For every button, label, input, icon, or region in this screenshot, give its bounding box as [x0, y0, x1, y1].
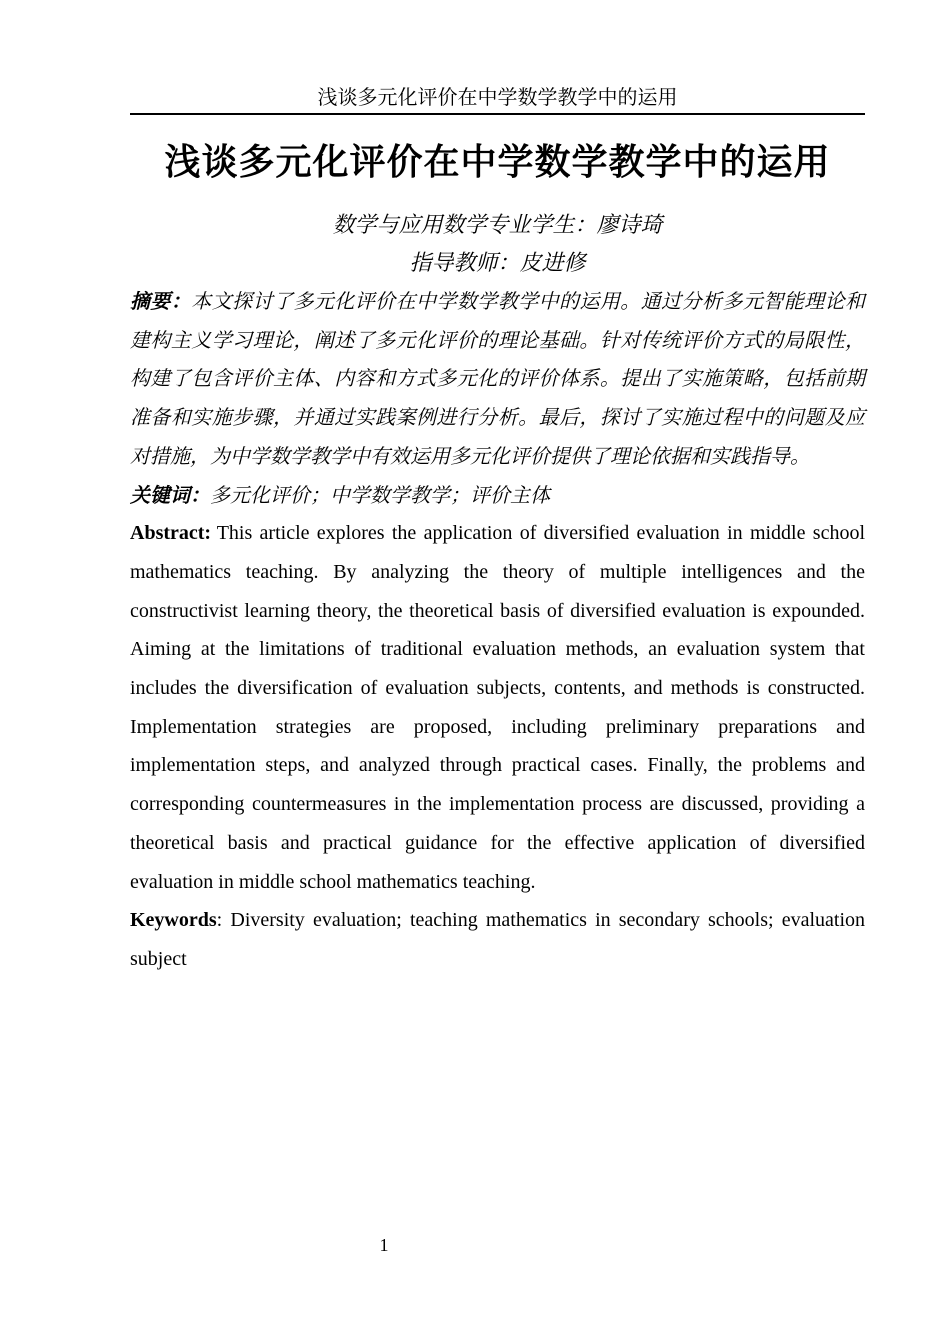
running-header: [130, 86, 865, 115]
running-header-title: 浅谈多元化评价在中学数学教学中的运用: [317, 87, 678, 109]
abstract-zh-paragraph: [130, 282, 865, 476]
student-byline: 数学与应用数学专业学生：廖诗琦: [332, 213, 663, 238]
keywords-en-text: : Diversity evaluation; teaching mathematics in secondary schools; evaluation subject: [130, 909, 865, 970]
keywords-zh-text: 多元化评价；中学数学教学；评价主体: [210, 482, 550, 507]
abstract-en-text: This article explores the application of diversified evaluation in middle school mathematics teaching. By analyzing the theory of multiple intelligences and the constructivist learning theory, the theoretical basis of diversified evaluation is expounded. Aiming at the limitations of traditional evaluation methods, an evaluation system that includes the diversification of evaluation subjects, contents, and methods is constructed. Implementation strategies are proposed, including preliminary preparations and implementation steps, and analyzed through practical cases. Finally, the problems and corresponding countermeasures in the implementation process are discussed, providing a theoretical basis and practical guidance for the effective application of diversified evaluation in middle school mathematics teaching.: [130, 522, 865, 893]
page-number: 1: [379, 1235, 389, 1255]
keywords-en-label: Keywords: [130, 909, 217, 932]
keywords-zh-paragraph: [130, 476, 865, 515]
keywords-zh-label: 关键词：: [130, 482, 210, 507]
abstract-en-label: Abstract:: [130, 522, 212, 545]
advisor-byline: 指导教师：皮进修: [409, 251, 586, 276]
page-title: 浅谈多元化评价在中学数学教学中的运用: [164, 141, 831, 182]
abstract-zh-label: 摘要：: [130, 289, 192, 313]
keywords-en-paragraph: [130, 901, 865, 978]
abstract-zh-text: 本文探讨了多元化评价在中学数学教学中的运用。通过分析多元智能理论和建构主义学习理论，阐述了多元化评价的理论基础。针对传统评价方式的局限性，构建了包含评价主体、内容和方式多元化的评价体系。提出了实施策略，包括前期准备和实施步骤，并通过实践案例进行分析。最后，探讨了实施过程中的问题及应对措施，为中学数学教学中有效运用多元化评价提供了理论依据和实践指导。: [130, 289, 866, 468]
abstract-en-paragraph: [130, 514, 865, 901]
body-column: [130, 282, 865, 979]
